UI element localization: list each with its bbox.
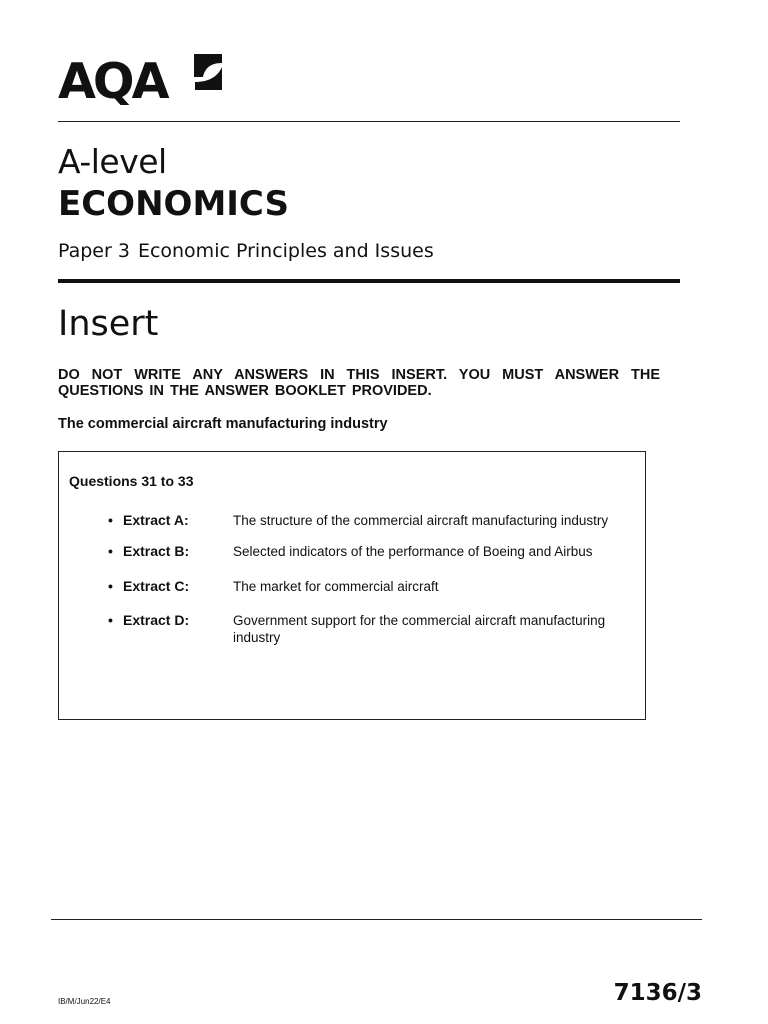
extract-label: Extract D: xyxy=(123,612,190,628)
aqa-logo xyxy=(58,52,228,112)
header-divider xyxy=(58,121,680,122)
extract-description: Selected indicators of the performance of Boeing and Airbus xyxy=(233,544,593,559)
extract-label: Extract B: xyxy=(123,543,190,559)
extract-description: Government support for the commercial aircraft manufacturing industry xyxy=(233,613,606,645)
insert-title: Insert xyxy=(58,304,159,344)
paper-info xyxy=(58,238,434,264)
topic-heading: The commercial aircraft manufacturing industry xyxy=(58,416,388,432)
extract-description: The structure of the commercial aircraft manufacturing industry xyxy=(233,513,609,528)
extract-label: Extract C: xyxy=(123,578,190,594)
title-divider xyxy=(58,279,680,283)
subject-title: ECONOMICS xyxy=(58,184,289,224)
paper-number: Paper 3 xyxy=(58,240,130,262)
questions-heading: Questions 31 to 33 xyxy=(69,473,194,489)
bullet: • xyxy=(108,512,113,528)
paper-title: Economic Principles and Issues xyxy=(137,240,434,262)
extract-description: The market for commercial aircraft xyxy=(233,579,439,594)
footer-divider xyxy=(51,919,702,920)
bullet: • xyxy=(108,612,113,628)
bullet: • xyxy=(108,543,113,559)
extract-label: Extract A: xyxy=(123,512,189,528)
logo-text: AQA xyxy=(58,53,167,110)
paper-code: 7136/3 xyxy=(613,980,702,1006)
instruction-warning: DO NOT WRITE ANY ANSWERS IN THIS INSERT. YOU MUST ANSWER THE QUESTIONS IN THE ANSWER BOOKLET PROVIDED. xyxy=(58,367,660,399)
aqa-leaf-icon xyxy=(192,52,224,92)
document-reference: IB/M/Jun22/E4 xyxy=(58,997,111,1006)
bullet: • xyxy=(108,578,113,594)
qualification-level: A-level xyxy=(58,142,167,181)
